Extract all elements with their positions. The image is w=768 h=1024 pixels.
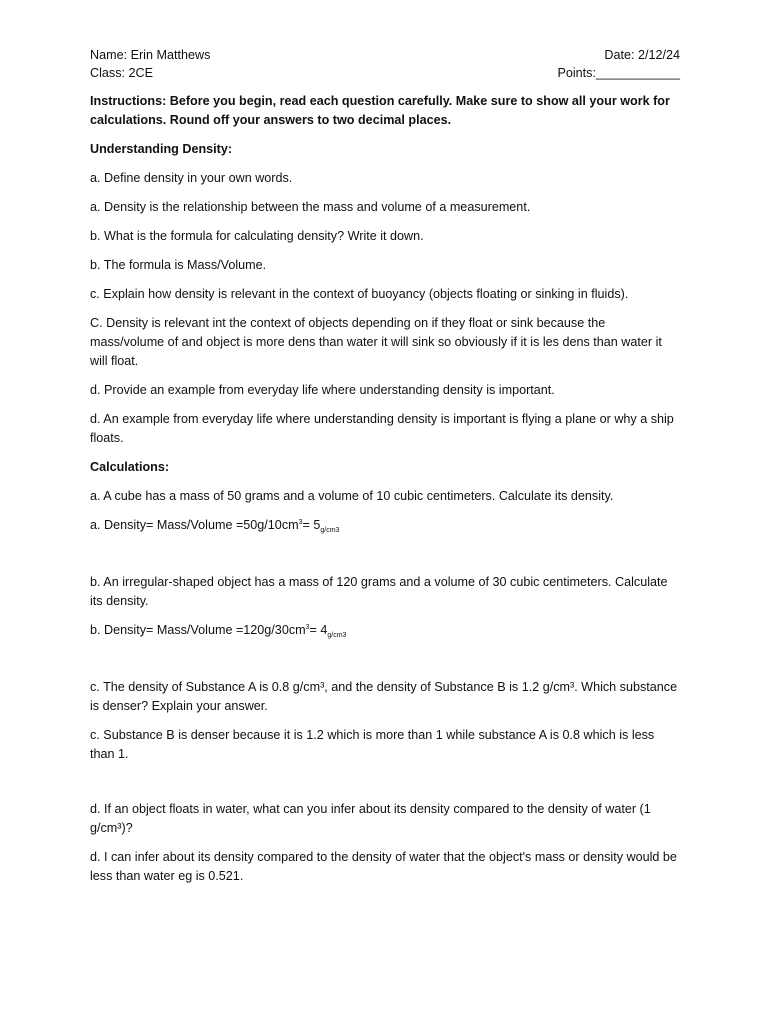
header-row-2	[90, 64, 680, 82]
answer-c: C. Density is relevant int the context of objects depending on if they float or sink because the mass/volume of and object is more dens than water it will sink so obviously if it is les dens than water it will float.	[90, 316, 662, 368]
points-field: Points:____________	[557, 66, 680, 80]
section-title-understanding-density: Understanding Density:	[90, 142, 233, 156]
answer-d: d. An example from everyday life where understanding density is important is flying a plane or why a ship floats.	[90, 412, 674, 445]
student-name: Name: Erin Matthews	[90, 48, 211, 62]
calc-question-d: d. If an object floats in water, what can you infer about its density compared to the density of water (1 g/cm³)?	[90, 802, 651, 835]
calc-question-a: a. A cube has a mass of 50 grams and a volume of 10 cubic centimeters. Calculate its density.	[90, 489, 614, 503]
calc-answer-b-result: = 4	[309, 623, 328, 637]
class-label: Class: 2CE	[90, 66, 153, 80]
answer-a: a. Density is the relationship between the mass and volume of a measurement.	[90, 200, 531, 214]
calc-answer-c: c. Substance B is denser because it is 1.2 which is more than 1 while substance A is 0.8 which is less than 1.	[90, 728, 655, 761]
question-d: d. Provide an example from everyday life where understanding density is important.	[90, 383, 555, 397]
calc-answer-a-text: a. Density= Mass/Volume =50g/10cm	[90, 518, 299, 532]
calc-answer-b-unit: g/cm3	[327, 632, 347, 639]
spacer	[90, 774, 680, 800]
calc-answer-a-exponent: 3	[298, 519, 303, 526]
question-c: c. Explain how density is relevant in the context of buoyancy (objects floating or sinking in fluids).	[90, 287, 629, 301]
section-title-calculations: Calculations:	[90, 460, 170, 474]
calc-answer-a-result: = 5	[302, 518, 321, 532]
calc-answer-d: d. I can infer about its density compared to the density of water that the object's mass or density would be less than water eg is 0.521.	[90, 850, 677, 883]
calc-answer-a	[90, 516, 680, 537]
calc-answer-b-exponent: 3	[305, 624, 310, 631]
question-b: b. What is the formula for calculating density? Write it down.	[90, 229, 424, 243]
calc-answer-b-text: b. Density= Mass/Volume =120g/30cm	[90, 623, 306, 637]
spacer	[90, 652, 680, 678]
date: Date: 2/12/24	[604, 48, 680, 62]
calc-answer-a-unit: g/cm3	[320, 527, 340, 534]
answer-b: b. The formula is Mass/Volume.	[90, 258, 267, 272]
calc-question-c: c. The density of Substance A is 0.8 g/cm³, and the density of Substance B is 1.2 g/cm³. Which substance is denser? Explain your answer.	[90, 680, 678, 713]
spacer	[90, 547, 680, 573]
question-a: a. Define density in your own words.	[90, 171, 293, 185]
calc-answer-b	[90, 621, 680, 642]
instructions: Instructions: Before you begin, read each question carefully. Make sure to show all your work for calculations. Round off your answers to two decimal places.	[90, 94, 670, 127]
header-row-1	[90, 46, 680, 64]
worksheet-content	[90, 46, 680, 896]
calc-question-b: b. An irregular-shaped object has a mass of 120 grams and a volume of 30 cubic centimeters. Calculate its density.	[90, 575, 668, 608]
